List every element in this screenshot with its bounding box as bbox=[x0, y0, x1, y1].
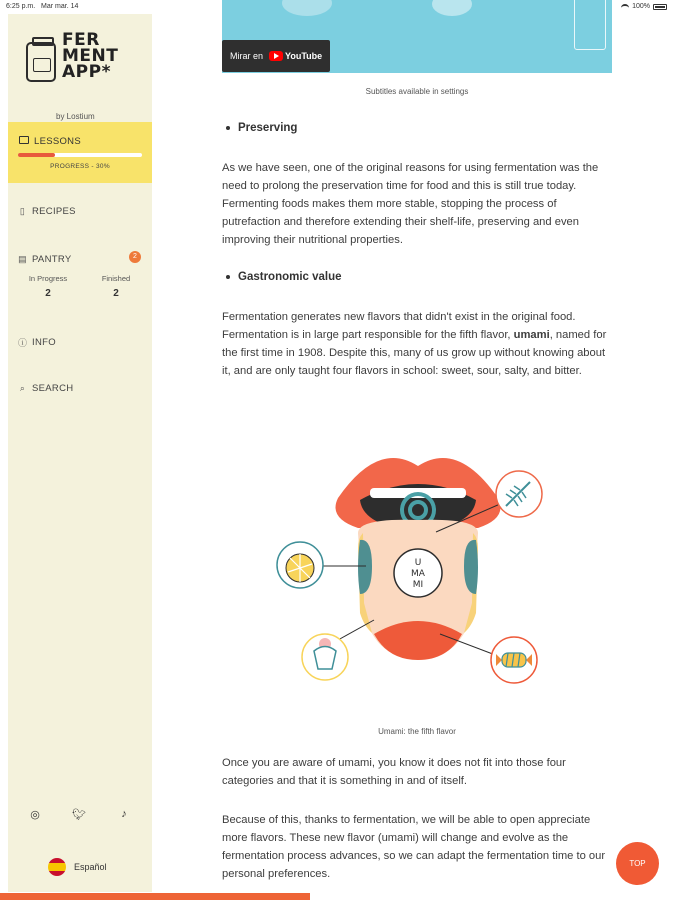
umami-label-line3: MI bbox=[412, 580, 424, 590]
sidebar-item-lessons[interactable] bbox=[8, 122, 152, 183]
reading-progress-bar bbox=[0, 893, 310, 900]
pantry-finished-count[interactable]: 2 bbox=[113, 288, 119, 299]
sidebar-item-label: LESSONS bbox=[34, 136, 81, 147]
book-icon bbox=[19, 136, 29, 144]
video-caption: Subtitles available in settings bbox=[365, 87, 469, 96]
lessons-progress-bar bbox=[18, 153, 142, 157]
sidebar-item-info[interactable] bbox=[18, 336, 56, 349]
paragraph-because: Because of this, thanks to fermentation, we will be able to open appreciate more flavors. These new flavor (umami) will change and evolve as the fermentation process advances, so we can adapt the fermentation time to our personal preferences. bbox=[222, 814, 606, 880]
logo-text: FER MENT APP* bbox=[62, 30, 119, 82]
youtube-logo: YouTube bbox=[269, 51, 322, 61]
recipe-jar-icon: ▯ bbox=[19, 206, 26, 216]
pantry-finished-label[interactable]: Finished bbox=[101, 274, 131, 283]
scroll-to-top-button[interactable]: TOP bbox=[616, 842, 659, 885]
sidebar-item-search[interactable] bbox=[18, 383, 73, 394]
pantry-icon: ▤ bbox=[18, 254, 27, 264]
logo-byline: by Lostium bbox=[56, 112, 95, 121]
pantry-in-progress-label[interactable]: In Progress bbox=[28, 274, 68, 283]
sidebar-item-label: SEARCH bbox=[32, 383, 74, 394]
umami-term: umami bbox=[513, 329, 550, 341]
section-heading-preserving: Preserving bbox=[226, 122, 297, 134]
umami-label-line1: U bbox=[414, 558, 422, 568]
language-selector[interactable] bbox=[48, 858, 107, 876]
umami-tongue-illustration bbox=[268, 448, 568, 698]
sidebar-item-label: RECIPES bbox=[32, 206, 76, 217]
illustration-caption: Umami: the fifth flavor bbox=[378, 727, 456, 736]
instagram-icon[interactable]: ◎ bbox=[30, 809, 40, 821]
spain-flag-icon bbox=[48, 858, 66, 876]
language-label: Español bbox=[74, 862, 107, 872]
video-player[interactable] bbox=[222, 0, 612, 73]
youtube-play-icon bbox=[269, 51, 283, 61]
battery-status: 100% bbox=[621, 3, 667, 10]
status-time: 6:25 p.m. Mar mar. 14 bbox=[6, 3, 79, 10]
watch-on-youtube-button[interactable]: Mirar en YouTube bbox=[222, 40, 330, 72]
lessons-progress-label: PROGRESS - 30% bbox=[50, 163, 110, 170]
pantry-count-badge: 2 bbox=[129, 251, 141, 263]
video-decoration bbox=[432, 0, 472, 16]
lessons-progress-fill bbox=[18, 153, 55, 157]
section-heading-gastronomic: Gastronomic value bbox=[226, 271, 342, 283]
sidebar-item-label: PANTRY bbox=[32, 254, 72, 265]
sidebar-item-pantry[interactable] bbox=[18, 254, 71, 265]
video-decoration bbox=[574, 0, 606, 50]
sidebar-item-recipes[interactable] bbox=[18, 206, 76, 217]
sidebar-item-label: INFO bbox=[32, 337, 56, 348]
info-icon: ⓘ bbox=[18, 338, 28, 348]
paragraph-preserving: As we have seen, one of the original reasons for using fermentation was the need to prolong the preservation time for food and this is still true today. Fermenting foods makes them more stable, stopping the process of putrefaction and therefore extending their shelf-life, preserving and even improving their nutritional properties. bbox=[222, 162, 599, 246]
sidebar bbox=[8, 14, 152, 892]
twitter-icon[interactable]: 🐦︎ bbox=[72, 809, 86, 821]
app-logo[interactable] bbox=[24, 30, 144, 130]
battery-icon bbox=[653, 4, 667, 10]
search-icon: ⌕ bbox=[19, 383, 26, 393]
tiktok-icon[interactable]: ♪ bbox=[121, 808, 127, 820]
pantry-in-progress-count[interactable]: 2 bbox=[45, 288, 51, 299]
paragraph-gastronomic: Fermentation generates new flavors that didn't exist in the original food. Fermentation is in large part responsible for the fifth flavor, umami, named for the first time in 1908. Despite this, many of us grow up without knowing about it, and are only taught four flavors in school: sweet, sour, salty, and bitter. bbox=[222, 311, 607, 377]
jar-icon bbox=[26, 42, 56, 82]
umami-label-line2: MA bbox=[411, 569, 425, 579]
video-decoration bbox=[282, 0, 332, 16]
paragraph-aware: Once you are aware of umami, you know it does not fit into those four categories and that it is something in and of itself. bbox=[222, 757, 566, 787]
wifi-icon bbox=[621, 4, 629, 10]
